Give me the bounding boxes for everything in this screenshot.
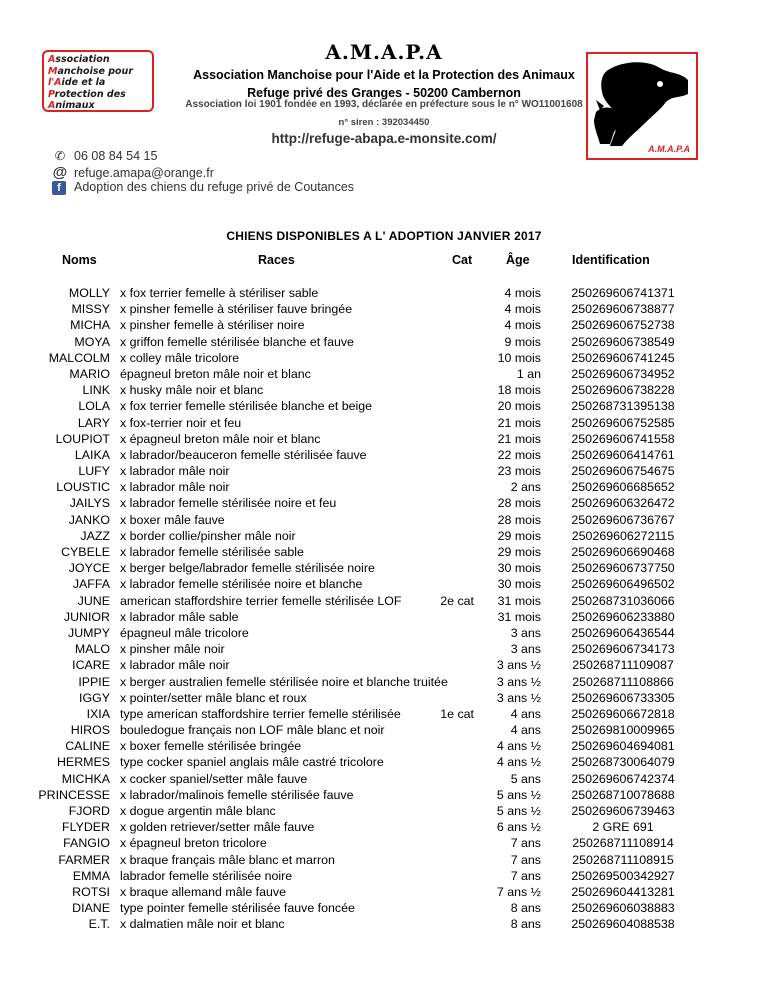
dog-name: JUMPY — [68, 625, 110, 640]
dog-name: MOYA — [74, 334, 110, 349]
table-row — [0, 884, 768, 900]
dog-identification: 250269606741558 — [571, 431, 675, 446]
dog-age: 29 mois — [497, 545, 541, 559]
dog-identification: 250269606738228 — [571, 383, 675, 398]
table-row — [0, 852, 768, 868]
table-row — [0, 512, 768, 528]
dog-age: 31 mois — [497, 609, 541, 624]
dog-name: LOUPIOT — [55, 431, 110, 446]
dog-age: 4 ans ½ — [496, 755, 541, 770]
dog-age: 28 mois — [497, 496, 541, 511]
dog-age: 20 mois — [497, 399, 541, 414]
dog-name: JUNIOR — [63, 609, 110, 624]
table-row — [0, 479, 768, 495]
dog-age: 29 mois — [497, 528, 541, 543]
table-row — [0, 528, 768, 544]
dog-age: 5 ans — [510, 771, 541, 786]
dog-identification: 250269606736767 — [571, 512, 675, 527]
dog-name: ROTSI — [72, 884, 110, 899]
dog-race: type pointer femelle stérilisée fauve foncée — [120, 901, 355, 916]
dog-race: épagneul mâle tricolore — [120, 625, 249, 640]
dogs-table — [0, 285, 768, 933]
table-row — [0, 641, 768, 657]
dog-identification: 250269606752585 — [571, 415, 675, 430]
facebook-page[interactable]: Adoption des chiens du refuge privé de Coutances — [74, 180, 355, 194]
dog-race: x griffon femelle stérilisée blanche et fauve — [120, 334, 354, 349]
dog-name: IGGY — [79, 690, 110, 705]
dog-identification: 250269606741371 — [571, 286, 675, 300]
dog-identification: 250269606436544 — [571, 625, 675, 640]
logo-left-line: Manchoise pour — [48, 65, 134, 77]
dog-identification: 250269606738877 — [571, 302, 675, 317]
dog-age: 4 mois — [504, 318, 541, 333]
dog-identification: 250269604088538 — [571, 917, 675, 932]
dog-identification: 250269606233880 — [571, 609, 675, 624]
dog-identification: 250269606741245 — [571, 350, 675, 365]
dog-identification: 250269606739463 — [571, 804, 675, 818]
dog-name: PRINCESSE — [38, 787, 110, 802]
table-row — [0, 415, 768, 431]
siren-number: n° siren : 392034450 — [338, 117, 430, 128]
table-row — [0, 674, 768, 690]
legal-notice: Association loi 1901 fondée en 1993, déclarée en préfecture sous le n° WO11001608 — [185, 99, 583, 110]
table-row — [0, 334, 768, 350]
column-header-race: Races — [258, 253, 295, 267]
dog-identification: 250268730064079 — [571, 755, 675, 770]
dog-race: x pinsher femelle à stériliser fauve bringée — [120, 302, 353, 317]
logo-left-line: Association — [48, 54, 110, 65]
phone-line — [52, 148, 157, 163]
dog-age: 6 ans ½ — [496, 820, 541, 835]
dog-name: CALINE — [65, 739, 110, 754]
dog-age: 7 ans ½ — [496, 884, 541, 899]
dog-name: LUFY — [78, 464, 110, 479]
table-row — [0, 690, 768, 706]
logo-left-line: Animaux — [48, 100, 95, 111]
dog-race: x labrador femelle stérilisée noire et feu — [120, 496, 337, 511]
dog-age: 8 ans — [510, 901, 541, 916]
dog-name: JUNE — [77, 593, 110, 608]
dog-age: 3 ans ½ — [496, 658, 541, 673]
table-row — [0, 835, 768, 851]
dog-identification: 250269500342927 — [571, 868, 675, 883]
table-row — [0, 593, 768, 609]
dog-race: x labrador femelle stérilisée sable — [120, 545, 304, 559]
dog-identification: 250269606738549 — [571, 334, 675, 349]
column-header-identification: Identification — [572, 253, 650, 267]
dog-race: épagneul breton mâle noir et blanc — [120, 366, 311, 381]
dog-name: MOLLY — [68, 286, 110, 300]
dog-age: 3 ans — [510, 642, 541, 657]
table-row — [0, 787, 768, 803]
page-title: A.M.A.P.A — [325, 40, 443, 64]
dog-race: x border collie/pinsher mâle noir — [120, 528, 296, 543]
table-row — [0, 803, 768, 819]
dog-identification: 250269606734173 — [571, 642, 675, 657]
dog-race: american staffordshire terrier femelle stérilisée LOF — [120, 593, 402, 608]
dog-identification: 250269604694081 — [571, 739, 675, 754]
logo-left-line: Protection des — [48, 88, 126, 100]
dog-name: FARMER — [58, 852, 110, 867]
dog-race: x berger australien femelle stérilisée noire et blanche truitée — [120, 674, 448, 689]
table-row — [0, 447, 768, 463]
table-row — [0, 916, 768, 932]
dog-age: 10 mois — [497, 350, 541, 365]
dog-identification: 250269606734952 — [571, 366, 675, 381]
dog-name: MALO — [74, 642, 110, 657]
table-row — [0, 350, 768, 366]
dog-age: 4 ans — [510, 706, 541, 721]
dog-identification: 250268711108915 — [572, 852, 674, 867]
table-row — [0, 900, 768, 916]
dog-age: 8 ans — [510, 917, 541, 932]
dog-identification: 250268711109087 — [572, 658, 674, 673]
table-row — [0, 868, 768, 884]
dog-age: 3 ans ½ — [496, 690, 541, 705]
dog-name: IXIA — [86, 706, 110, 721]
table-row — [0, 754, 768, 770]
dog-age: 9 mois — [504, 334, 541, 349]
dog-category: 2e cat — [440, 593, 474, 608]
dog-identification: 250269604413281 — [571, 884, 675, 899]
refuge-address: Refuge privé des Granges - 50200 Cambernon — [247, 86, 521, 100]
table-row — [0, 285, 768, 301]
dog-race: x boxer mâle fauve — [120, 512, 225, 527]
table-row — [0, 431, 768, 447]
dog-race: x colley mâle tricolore — [120, 350, 240, 365]
dog-age: 21 mois — [497, 431, 541, 446]
table-row — [0, 706, 768, 722]
dog-identification: 250269606742374 — [571, 771, 675, 786]
dog-race: labrador femelle stérilisée noire — [120, 868, 293, 883]
animal-silhouette-icon — [588, 54, 696, 158]
dog-race: bouledogue français non LOF mâle blanc et noir — [120, 723, 385, 738]
dog-age: 31 mois — [497, 593, 541, 608]
dog-identification: 250268731395138 — [571, 399, 675, 414]
table-row — [0, 771, 768, 787]
website-link[interactable]: http://refuge-abapa.e-monsite.com/ — [271, 131, 497, 146]
dog-age: 30 mois — [497, 561, 541, 576]
dog-race: x braque allemand mâle fauve — [120, 884, 286, 899]
dog-race: x cocker spaniel/setter mâle fauve — [120, 771, 308, 786]
table-row — [0, 544, 768, 560]
dog-race: x husky mâle noir et blanc — [120, 383, 264, 398]
dog-name: HERMES — [56, 755, 110, 770]
dog-age: 4 ans — [510, 723, 541, 738]
dog-name: JANKO — [68, 512, 110, 527]
dog-identification: 250269606272115 — [571, 528, 675, 543]
dog-age: 23 mois — [497, 464, 541, 479]
table-row — [0, 609, 768, 625]
dog-race: x labrador mâle noir — [120, 480, 230, 495]
dog-name: FJORD — [68, 804, 110, 818]
logo-right-label: A.M.A.P.A — [648, 144, 690, 154]
dog-identification: 250268711108914 — [572, 836, 674, 851]
dog-name: LOUSTIC — [56, 480, 110, 495]
dog-name: DIANE — [72, 901, 110, 916]
at-sign-icon: @ — [52, 164, 68, 181]
table-row — [0, 495, 768, 511]
dog-race: x épagneul breton tricolore — [120, 836, 267, 851]
phone-icon: ✆ — [54, 149, 66, 163]
dog-category: 1e cat — [440, 706, 474, 721]
dog-age: 21 mois — [497, 415, 541, 430]
table-row — [0, 819, 768, 835]
table-row — [0, 560, 768, 576]
dog-race: x fox-terrier noir et feu — [120, 415, 242, 430]
dog-race: x pinsher femelle à stériliser noire — [120, 318, 305, 333]
dog-identification: 250269606733305 — [571, 690, 675, 705]
dog-name: JAZZ — [80, 528, 110, 543]
dog-name: LINK — [82, 383, 110, 398]
dog-race: x labrador mâle sable — [120, 609, 239, 624]
dog-name: MALCOLM — [48, 350, 110, 365]
table-row — [0, 657, 768, 673]
adoption-list-heading: CHIENS DISPONIBLES A L' ADOPTION JANVIER 2017 — [226, 229, 542, 243]
dog-age: 5 ans ½ — [496, 787, 541, 802]
email-address[interactable]: refuge.amapa@orange.fr — [74, 166, 214, 180]
dog-name: MISSY — [71, 302, 110, 317]
dog-identification: 250269606754675 — [571, 464, 675, 479]
association-logo-right — [586, 52, 698, 160]
dog-name: HIROS — [70, 723, 110, 738]
dog-age: 4 ans ½ — [496, 739, 541, 754]
dog-identification: 250269606737750 — [571, 561, 675, 576]
dog-race: x labrador femelle stérilisée noire et blanche — [120, 577, 363, 592]
column-header-name: Noms — [62, 253, 97, 267]
dog-age: 18 mois — [497, 383, 541, 398]
dog-name: FLYDER — [62, 820, 110, 835]
dog-identification: 250269606685652 — [571, 480, 675, 495]
dog-age: 28 mois — [497, 512, 541, 527]
table-row — [0, 366, 768, 382]
dog-identification: 250269606672818 — [571, 706, 675, 721]
dog-race: x labrador mâle noir — [120, 658, 230, 673]
dog-identification: 250269810009965 — [571, 723, 675, 738]
phone-number: 06 08 84 54 15 — [74, 149, 158, 163]
dog-age: 7 ans — [510, 836, 541, 851]
dog-race: type american staffordshire terrier femelle stérilisée — [120, 706, 401, 721]
table-row — [0, 317, 768, 333]
dog-name: LARY — [77, 415, 110, 430]
table-row — [0, 301, 768, 317]
dog-name: EMMA — [72, 868, 110, 883]
dog-race: x golden retriever/setter mâle fauve — [120, 820, 315, 835]
dog-name: IPPIE — [78, 674, 110, 689]
dog-name: LAIKA — [74, 447, 110, 462]
dog-race: x fox terrier femelle à stériliser sable — [120, 286, 319, 300]
dog-age: 30 mois — [497, 577, 541, 592]
dog-name: JOYCE — [68, 561, 110, 576]
dog-name: MARIO — [69, 366, 110, 381]
dog-age: 7 ans — [510, 852, 541, 867]
dog-identification: 250268711108866 — [572, 674, 674, 689]
table-row — [0, 576, 768, 592]
table-row — [0, 463, 768, 479]
dog-name: E.T. — [88, 917, 110, 932]
table-row — [0, 722, 768, 738]
dog-race: x labrador mâle noir — [120, 464, 230, 479]
dog-identification: 250269606414761 — [571, 447, 675, 462]
dog-race: x labrador/beauceron femelle stérilisée fauve — [120, 447, 367, 462]
dog-age: 5 ans ½ — [496, 804, 541, 818]
dog-name: LOLA — [78, 399, 110, 414]
dog-identification: 250268731036066 — [571, 593, 675, 608]
dog-age: 2 ans — [510, 480, 541, 495]
dog-race: x pinsher mâle noir — [120, 642, 225, 657]
dog-race: x dogue argentin mâle blanc — [120, 804, 276, 818]
dog-race: x boxer femelle stérilisée bringée — [120, 739, 302, 754]
dog-race: x épagneul breton mâle noir et blanc — [120, 431, 321, 446]
dog-identification: 250269606038883 — [571, 901, 675, 916]
dog-name: MICHKA — [61, 771, 110, 786]
dog-age: 3 ans ½ — [496, 674, 541, 689]
dog-name: FANGIO — [63, 836, 110, 851]
dog-race: x dalmatien mâle noir et blanc — [120, 917, 285, 932]
column-header-age: Âge — [506, 253, 530, 267]
dog-identification: 250269606690468 — [571, 545, 675, 559]
dog-identification: 250269606496502 — [571, 577, 675, 592]
dog-age: 7 ans — [510, 868, 541, 883]
dog-identification: 250268710078688 — [571, 787, 675, 802]
table-row — [0, 382, 768, 398]
dog-name: CYBELE — [61, 545, 110, 559]
dog-identification: 250269606752738 — [571, 318, 675, 333]
dog-identification: 250269606326472 — [571, 496, 675, 511]
table-row — [0, 398, 768, 414]
dog-age: 3 ans — [510, 625, 541, 640]
dog-race: x berger belge/labrador femelle stérilisée noire — [120, 561, 375, 576]
dog-race: x labrador/malinois femelle stérilisée fauve — [120, 787, 354, 802]
dog-name: JAILYS — [69, 496, 110, 511]
facebook-icon: f — [52, 181, 66, 195]
dog-age: 4 mois — [504, 302, 541, 317]
dog-race: type cocker spaniel anglais mâle castré tricolore — [120, 755, 384, 770]
association-name: Association Manchoise pour l'Aide et la Protection des Animaux — [193, 68, 575, 82]
logo-left-line: l'Aide et la — [48, 77, 106, 88]
dog-age: 22 mois — [497, 447, 541, 462]
table-row — [0, 625, 768, 641]
table-row — [0, 738, 768, 754]
dog-age: 1 an — [516, 366, 541, 381]
dog-identification: 2 GRE 691 — [592, 820, 654, 835]
dog-race: x braque français mâle blanc et marron — [120, 852, 335, 867]
dog-name: MICHA — [70, 318, 110, 333]
dog-race: x fox terrier femelle stérilisée blanche et beige — [120, 399, 373, 414]
email-line — [52, 164, 214, 181]
column-header-cat: Cat — [452, 253, 473, 267]
dog-race: x pointer/setter mâle blanc et roux — [120, 690, 307, 705]
dog-name: ICARE — [72, 658, 110, 673]
facebook-line — [52, 180, 354, 195]
dog-age: 4 mois — [504, 286, 541, 300]
dog-name: JAFFA — [72, 577, 110, 592]
